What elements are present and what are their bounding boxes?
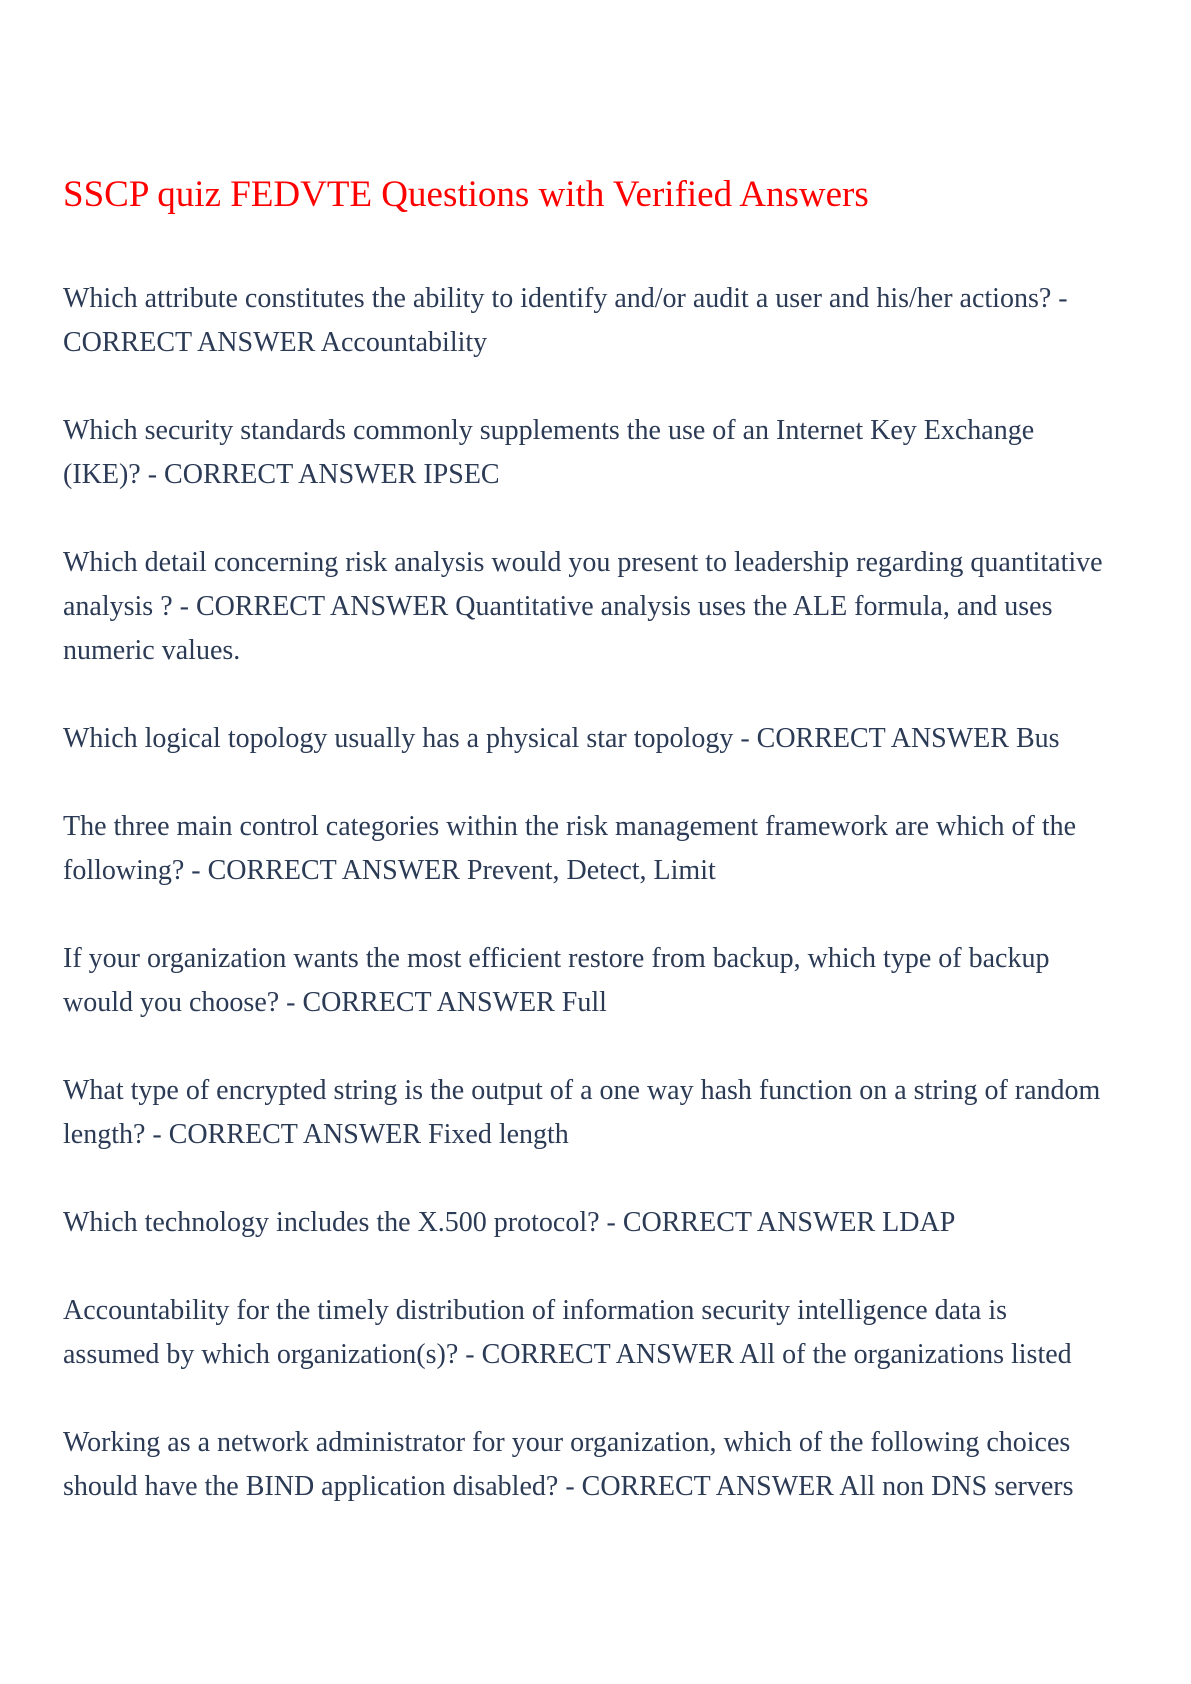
qa-paragraph: Which logical topology usually has a physical star topology - CORRECT ANSWER Bus (63, 723, 1060, 754)
document-title: SSCP quiz FEDVTE Questions with Verified Answers (63, 174, 869, 215)
qa-paragraph: The three main control categories within the risk management framework are which of the following? - CORRECT ANSWER Prevent, Detect, Limit (63, 811, 1077, 886)
qa-paragraph: Which technology includes the X.500 protocol? - CORRECT ANSWER LDAP (63, 1207, 956, 1238)
qa-paragraph: Working as a network administrator for your organization, which of the following choices should have the BIND application disabled? - CORRECT ANSWER All non DNS servers (63, 1427, 1074, 1502)
qa-paragraph: If your organization wants the most efficient restore from backup, which type of backup would you choose? - CORRECT ANSWER Full (63, 943, 1050, 1018)
qa-paragraph: Which detail concerning risk analysis would you present to leadership regarding quantitative analysis ? - CORRECT ANSWER Quantitative analysis uses the ALE formula, and uses numeric values. (63, 547, 1103, 666)
qa-paragraph: What type of encrypted string is the output of a one way hash function on a string of random length? - CORRECT ANSWER Fixed length (63, 1075, 1101, 1150)
qa-paragraph: Which security standards commonly supplements the use of an Internet Key Exchange (IKE)? - CORRECT ANSWER IPSEC (63, 415, 1035, 490)
qa-paragraph: Accountability for the timely distribution of information security intelligence data is assumed by which organization(s)? - CORRECT ANSWER All of the organizations listed (63, 1295, 1072, 1370)
qa-paragraph: Which attribute constitutes the ability to identify and/or audit a user and his/her actions? - CORRECT ANSWER Accountability (63, 283, 1068, 358)
